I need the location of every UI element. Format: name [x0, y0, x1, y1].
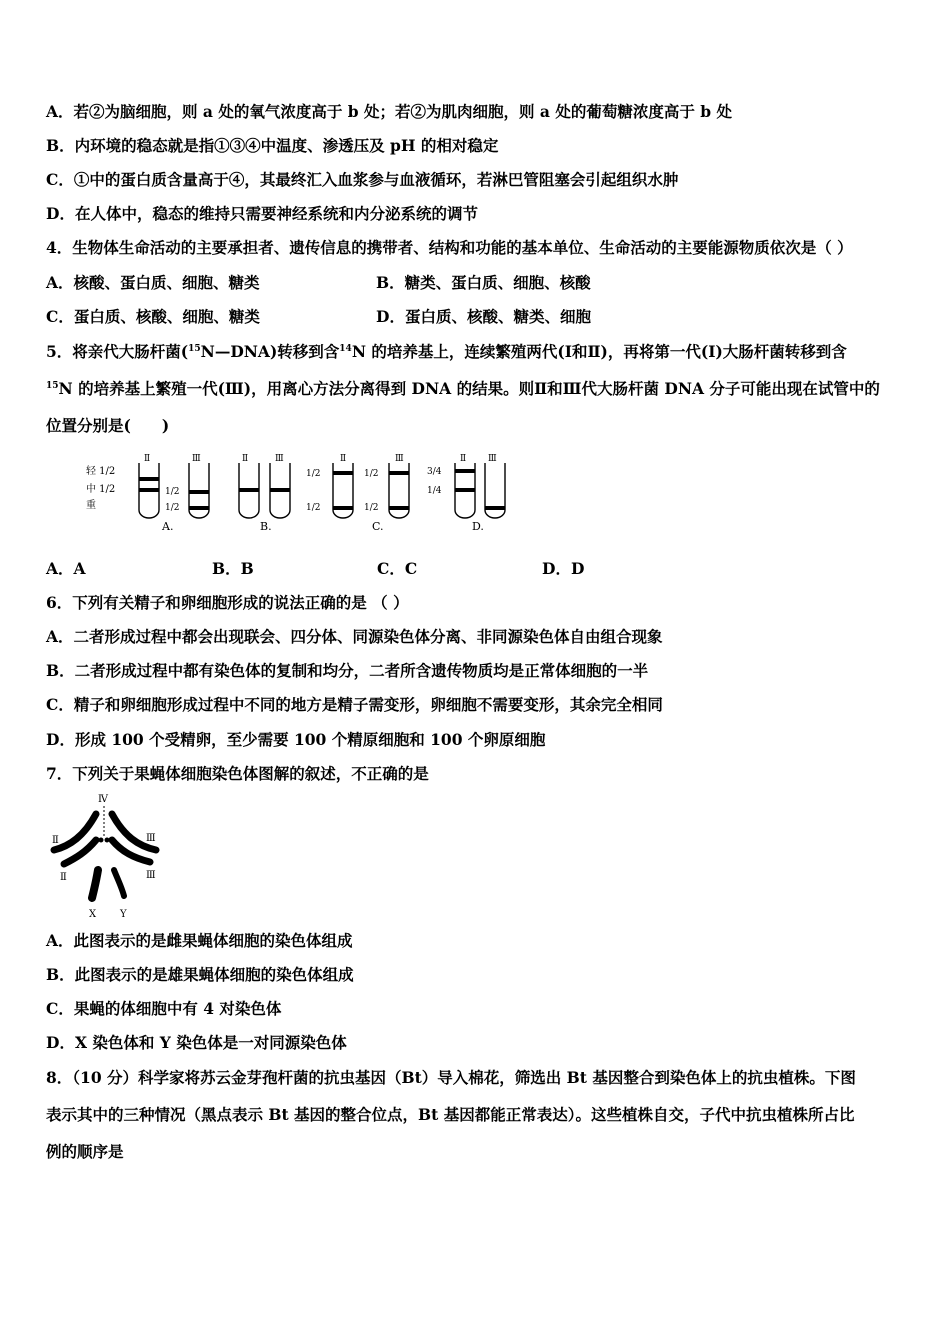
q5-stem-line3: 位置分别是( ) [46, 416, 170, 435]
dna-band [189, 490, 209, 494]
q4-options-2 [46, 307, 906, 327]
label-light: 轻 1/2 [86, 466, 116, 477]
q7-option-b: B．此图表示的是雄果蝇体细胞的染色体组成 [46, 965, 354, 984]
fraction-label: 1/2 [364, 469, 379, 479]
label-chromosome-iv: Ⅳ [98, 794, 108, 805]
panel-a-label: A. [162, 520, 174, 533]
label-chromosome-ii-2: Ⅱ [60, 872, 67, 883]
q6-option-a: A．二者形成过程中都会出现联会、四分体、同源染色体分离、非同源染色体自由组合现象 [46, 627, 663, 646]
isotope-15b: 15 [46, 381, 59, 391]
isotope-15: 15 [188, 344, 201, 354]
q7-option-d: D．X 染色体和 Y 染色体是一对同源染色体 [46, 1033, 347, 1052]
dna-band [485, 506, 505, 510]
panel-b-col-iii: Ⅲ [275, 454, 284, 464]
panel-c-col-ii: Ⅱ [340, 454, 347, 464]
q8-stem-line3: 例的顺序是 [46, 1142, 124, 1161]
panel-b [239, 454, 290, 533]
q7-stem: 7．下列关于果蝇体细胞染色体图解的叙述，不正确的是 [46, 764, 429, 783]
panel-d-col-ii: Ⅱ [460, 454, 467, 464]
q4-option-d: D．蛋白质、核酸、糖类、细胞 [376, 307, 591, 326]
panel-a-col-iii: Ⅲ [192, 454, 201, 464]
q5-option-b: B．B [212, 559, 254, 578]
q5-stem-part2: N—DNA)转移到含 [200, 342, 340, 361]
dna-band [455, 469, 475, 473]
q8-stem-line2: 表示其中的三种情况（黑点表示 Bt 基因的整合位点，Bt 基因都能正常表达）。这些植株自交，子代中抗虫植株所占比 [46, 1105, 855, 1124]
chromosome-x [92, 870, 98, 898]
q4-option-b: B．糖类、蛋白质、细胞、核酸 [376, 273, 591, 292]
q3-option-a: A．若②为脑细胞，则 a 处的氧气浓度高于 b 处；若②为肌肉细胞，则 a 处的葡萄糖浓度高于 b 处 [46, 102, 732, 121]
q4-option-c: C．蛋白质、核酸、细胞、糖类 [46, 307, 260, 326]
q7-option-c: C．果蝇的体细胞中有 4 对染色体 [46, 999, 282, 1018]
q4-options [46, 273, 906, 293]
q6-option-b: B．二者形成过程中都有染色体的复制和均分，二者所含遗传物质均是正常体细胞的一半 [46, 661, 649, 680]
fraction-label: 1/4 [427, 486, 442, 496]
q4-option-a: A．核酸、蛋白质、细胞、糖类 [46, 273, 260, 292]
panel-c [306, 454, 409, 533]
q5-options [46, 559, 906, 579]
dna-band [333, 471, 353, 475]
q5-option-c: C．C [377, 559, 418, 578]
panel-b-label: B. [260, 520, 272, 533]
dna-band [239, 488, 259, 492]
q4-stem: 4．生物体生命活动的主要承担者、遗传信息的携带者、结构和功能的基本单位、生命活动的主要能源物质依次是（ ） [46, 238, 853, 257]
fraction-label: 1/2 [165, 503, 180, 513]
q6-stem: 6．下列有关精子和卵细胞形成的说法正确的是 （ ） [46, 593, 409, 612]
label-heavy: 重 [86, 500, 96, 511]
dna-band [455, 488, 475, 492]
dna-band [189, 506, 209, 510]
q3-option-b: B．内环境的稳态就是指①③④中温度、渗透压及 pH 的相对稳定 [46, 136, 499, 155]
q5-option-d: D．D [542, 559, 585, 578]
panel-d-col-iii: Ⅲ [488, 454, 497, 464]
panel-a-col-ii: Ⅱ [144, 454, 151, 464]
q5-stem-line1 [46, 342, 847, 362]
q3-option-c: C．①中的蛋白质含量高于④，其最终汇入血浆参与血液循环，若淋巴管阻塞会引起组织水肿 [46, 170, 679, 189]
panel-c-col-iii: Ⅲ [395, 454, 404, 464]
dna-band [270, 488, 290, 492]
panel-b-col-ii: Ⅱ [242, 454, 249, 464]
dna-band [139, 488, 159, 492]
q5-stem-part1: 5．将亲代大肠杆菌( [46, 342, 189, 361]
dna-band [389, 471, 409, 475]
panel-a [139, 454, 209, 533]
q3-option-d: D．在人体中，稳态的维持只需要神经系统和内分泌系统的调节 [46, 204, 478, 223]
label-chromosome-iii-2: Ⅲ [146, 870, 156, 881]
label-medium: 中 1/2 [86, 484, 116, 495]
q5-stem-part3: N 的培养基上，连续繁殖两代(Ⅰ和Ⅱ)，再将第一代(Ⅰ)大肠杆菌转移到含 [351, 342, 847, 361]
fraction-label: 3/4 [427, 467, 442, 477]
label-chromosome-y: Y [120, 909, 127, 920]
fruit-fly-chromosome-figure [46, 790, 176, 922]
fraction-label: 1/2 [165, 487, 180, 497]
chromosome-y [114, 870, 124, 896]
label-chromosome-x: X [89, 909, 97, 920]
fraction-label: 1/2 [306, 469, 321, 479]
centrifuge-tubes-figure [80, 450, 520, 538]
dna-band [333, 506, 353, 510]
q7-option-a: A．此图表示的是雌果蝇体细胞的染色体组成 [46, 931, 353, 950]
q5-stem-part4: N 的培养基上繁殖一代(Ⅲ)，用离心方法分离得到 DNA 的结果。则Ⅱ和Ⅲ代大肠杆菌 DNA 分子可能出现在试管中的 [58, 379, 880, 398]
panel-d [427, 454, 505, 533]
q6-option-c: C．精子和卵细胞形成过程中不同的地方是精子需变形，卵细胞不需要变形，其余完全相同 [46, 695, 663, 714]
q8-stem-line1: 8．（10 分）科学家将苏云金芽孢杆菌的抗虫基因（Bt）导入棉花，筛选出 Bt 基因整合到染色体上的抗虫植株。下图 [46, 1068, 856, 1087]
fraction-label: 1/2 [364, 503, 379, 513]
panel-d-label: D. [472, 520, 484, 533]
dna-band [389, 506, 409, 510]
isotope-14: 14 [339, 344, 352, 354]
panel-c-label: C. [372, 520, 384, 533]
fraction-label: 1/2 [306, 503, 321, 513]
label-chromosome-iii: Ⅲ [146, 833, 156, 844]
q5-option-a: A．A [46, 559, 86, 578]
q5-stem-line2 [46, 379, 880, 399]
q6-option-d: D．形成 100 个受精卵，至少需要 100 个精原细胞和 100 个卵原细胞 [46, 730, 546, 749]
label-chromosome-ii: Ⅱ [52, 835, 59, 846]
dna-band [139, 477, 159, 481]
